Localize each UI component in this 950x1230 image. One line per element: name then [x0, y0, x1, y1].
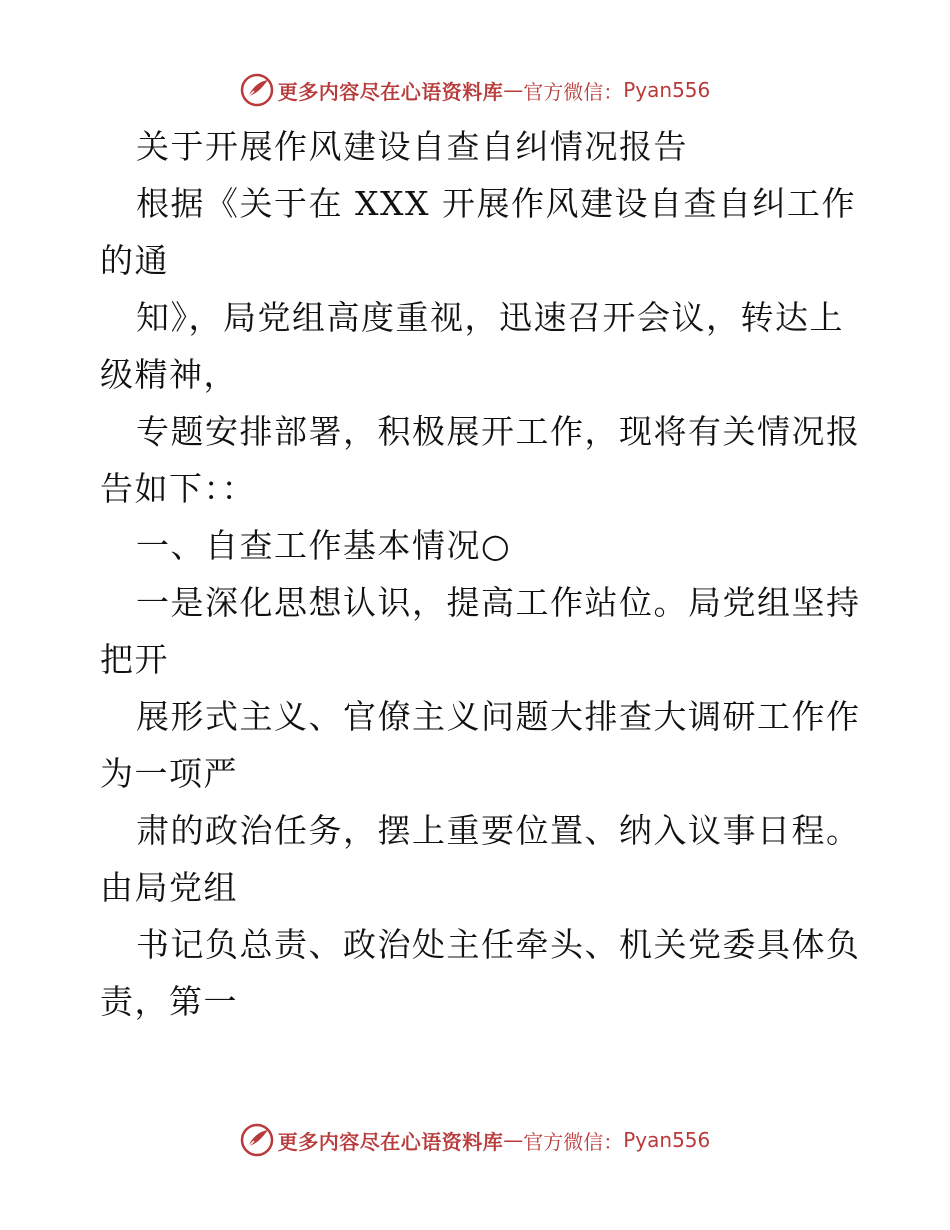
document-line: 肃的政治任务，摆上重要位置、纳入议事日程。	[136, 811, 861, 850]
document-body	[100, 118, 860, 1030]
document-line: 书记负总责、政治处主任牵头、机关党委具体负	[136, 925, 861, 964]
document-line: 告如下：：	[100, 469, 256, 508]
watermark-wechat-label: 官方微信：	[523, 1129, 624, 1154]
watermark-dash: —	[503, 78, 524, 102]
section-heading: 一、自查工作基本情况○	[136, 526, 512, 565]
watermark-dash: —	[503, 1128, 524, 1152]
document-title: 关于开展作风建设自查自纠情况报告	[136, 127, 688, 166]
document-line: 知》，局党组高度重视，迅速召开会议，转达上	[136, 298, 844, 337]
quill-logo-icon	[240, 1123, 274, 1157]
document-line: 把开	[100, 640, 169, 679]
watermark-text: 更多内容尽在心语资料库	[277, 79, 504, 104]
document-line: 责，第一	[100, 982, 238, 1021]
document-line: 专题安排部署，积极展开工作，现将有关情况报	[136, 412, 861, 451]
footer-watermark	[0, 1120, 950, 1160]
header-watermark	[0, 70, 950, 110]
document-line: 展形式主义、官僚主义问题大排查大调研工作作	[136, 697, 861, 736]
watermark-wechat-id: Pyan556	[623, 1128, 711, 1152]
document-line: 级精神，	[100, 355, 238, 394]
document-line: 根据《关于在 XXX 开展作风建设自查自纠工作	[136, 184, 856, 223]
watermark-wechat-id: Pyan556	[623, 78, 711, 102]
quill-logo-icon	[240, 73, 274, 107]
watermark-text: 更多内容尽在心语资料库	[277, 1129, 504, 1154]
document-line: 的通	[100, 241, 169, 280]
document-line: 一是深化思想认识，提高工作站位。局党组坚持	[136, 583, 861, 622]
document-line: 为一项严	[100, 754, 238, 793]
document-line: 由局党组	[100, 868, 238, 907]
watermark-wechat-label: 官方微信：	[523, 79, 624, 104]
